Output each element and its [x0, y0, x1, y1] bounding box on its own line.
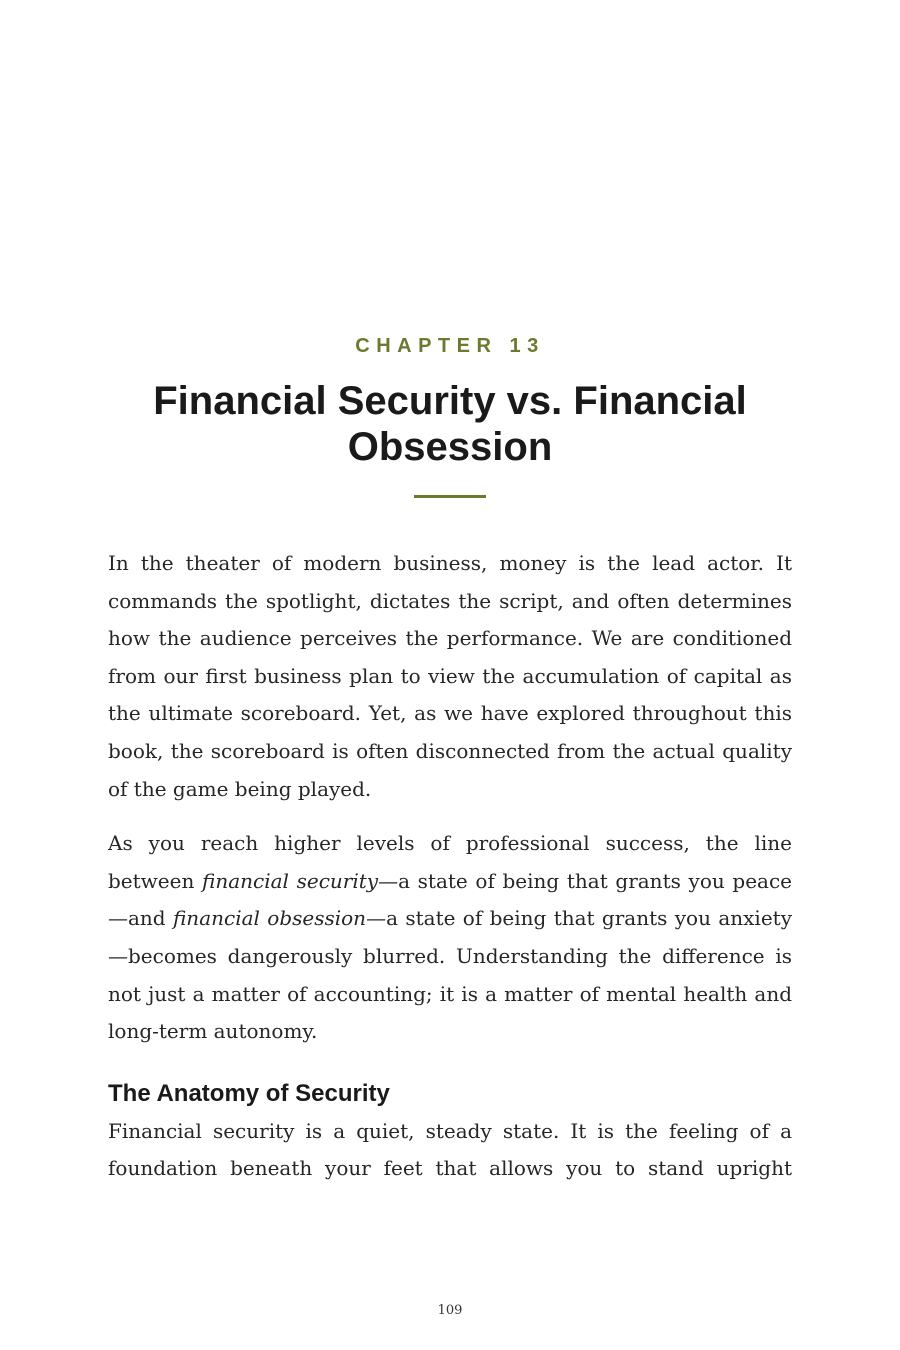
- chapter-label: CHAPTER 13: [355, 335, 545, 357]
- paragraph-intro: In the theater of modern business, money is the lead actor. It commands the spotlight, dictates the script, and often determines how the audience perceives the performance. We are conditioned from our first business plan to view the accumulation of capital as the ultimate scoreboard. Yet, as we have explored throughout this book, the scoreboard is often disconnected from the actual quality of the game being played.: [108, 551, 792, 801]
- term-financial-security: financial security: [202, 868, 379, 893]
- page-number: 109: [437, 1303, 463, 1318]
- body-text: [108, 545, 792, 1205]
- paragraph-security-obsession: [108, 825, 792, 1051]
- paragraph-text: —a state of being that grants you anxiety—becomes dangerously blurred. Understanding the difference is not just a matter of accounting; it is a matter of mental health and long-term autonomy.: [108, 906, 792, 1044]
- term-financial-obsession: financial obsession: [172, 906, 367, 931]
- paragraph-anatomy: Financial security is a quiet, steady state. It is the feeling of a foundation beneath your feet that allows you to stand upright: [108, 1118, 792, 1181]
- paragraph-text: —a state of being that grants you peace—and: [108, 868, 792, 931]
- title-divider: [414, 495, 486, 498]
- paragraph-text: As you reach higher levels of professional success, the line between: [108, 831, 792, 893]
- chapter-title: Financial Security vs. Financial Obsession: [153, 379, 747, 469]
- section-heading: The Anatomy of Security: [108, 1079, 390, 1107]
